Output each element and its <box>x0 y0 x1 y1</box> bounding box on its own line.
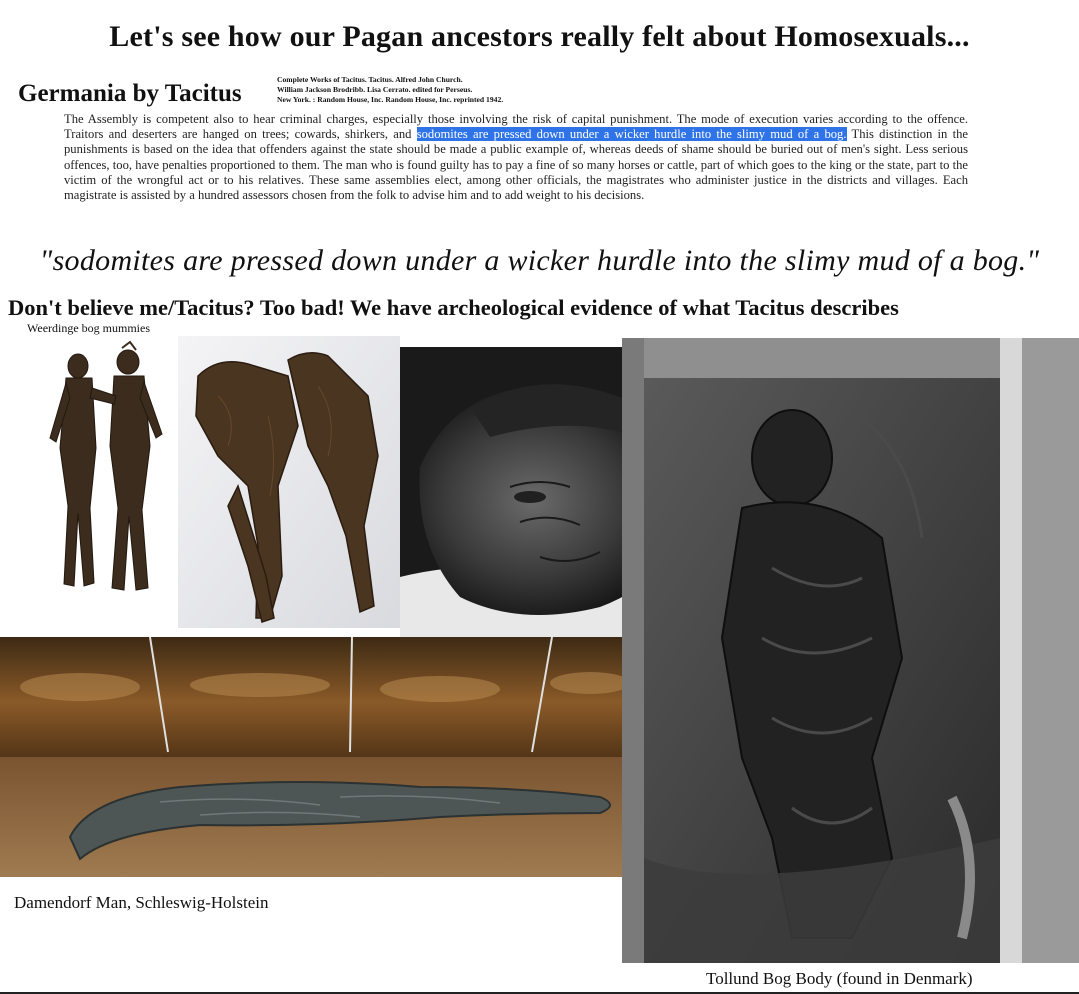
tollund-bog-body-photo <box>622 338 1079 963</box>
citation-block <box>277 75 503 105</box>
excerpt-text-before: The Assembly is competent also to hear criminal charges, especially those involving the risk of capital punishment. The mode of execution varies according to the offence. Traitors and deserters are hanged on trees; cowards, shirkers, and <box>64 112 968 142</box>
caption-damendorf: Damendorf Man, Schleswig-Holstein <box>14 893 269 912</box>
source-title: Germania by Tacitus <box>18 80 242 107</box>
citation-line: William Jackson Brodribb. Lisa Cerrato. edited for Perseus. <box>277 85 473 94</box>
caption-tollund: Tollund Bog Body (found in Denmark) <box>706 969 973 988</box>
citation-line: Complete Works of Tacitus. Tacitus. Alfred John Church. <box>277 75 463 84</box>
weerdinge-closeup-photo <box>178 336 400 628</box>
pull-quote: "sodomites are pressed down under a wicker hurdle into the slimy mud of a bog." <box>39 244 1040 277</box>
citation-line: New York. : Random House, Inc. Random House, Inc. reprinted 1942. <box>277 95 504 104</box>
damendorf-man-photo <box>0 637 634 877</box>
caption-weerdinge: Weerdinge bog mummies <box>27 321 151 335</box>
weerdinge-mummies-photo <box>30 338 178 600</box>
excerpt-highlight: sodomites are pressed down under a wicker hurdle into the slimy mud of a bog. <box>416 127 847 142</box>
tacitus-excerpt <box>64 112 968 203</box>
page-headline: Let's see how our Pagan ancestors really felt about Homosexuals... <box>109 20 970 53</box>
excerpt-text-after: This distinction in the punishments is based on the idea that offenders against the state should be made a public example of, whereas deeds of shame should be buried out of men's sight. Less serious offences, too, have penalties proportioned to them. The man who is found guilty has to pay a fine of so many horses or cattle, part of which goes to the king or the state, part to the victim of the wrongful act or to his relatives. These same assemblies elect, among other officials, the magistrates who administer justice in the districts and villages. Each magistrate is assisted by a hundred assessors chosen from the folk to advise him and to add weight to his decisions. <box>64 127 968 203</box>
evidence-subheading: Don't believe me/Tacitus? Too bad! We have archeological evidence of what Tacitus describes <box>8 295 899 320</box>
